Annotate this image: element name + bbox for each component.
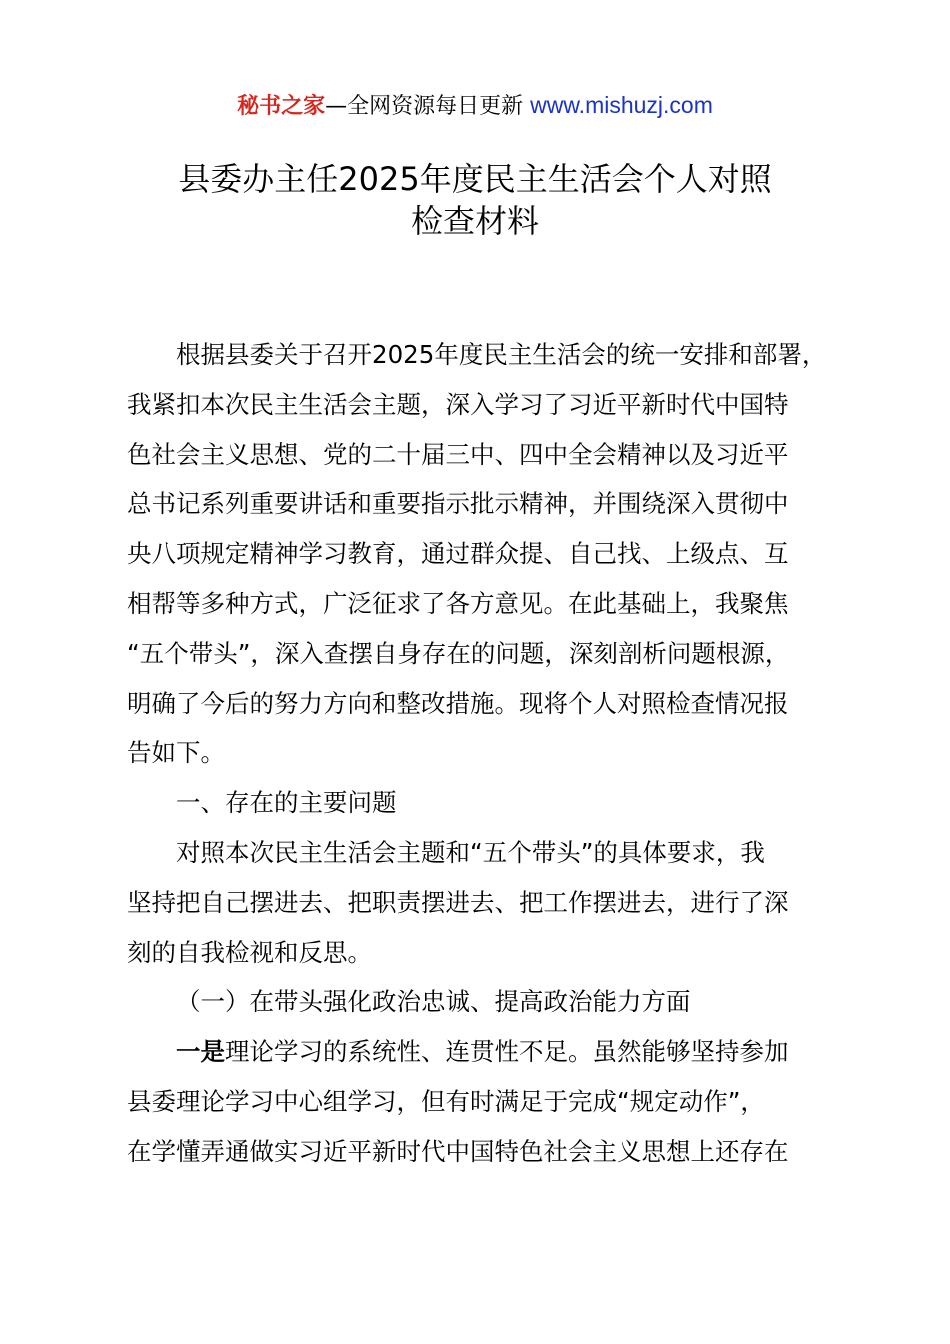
site-name: 秘书之家 xyxy=(237,94,326,119)
subsection-heading xyxy=(127,977,835,1027)
document-body xyxy=(127,330,835,1177)
text-line xyxy=(127,1027,835,1077)
text-line: 根据县委关于召开2025年度民主生活会的统一安排和部署， xyxy=(176,340,827,369)
text-line: 总书记系列重要讲话和重要指示批示精神，并围绕深入贯彻中 xyxy=(127,489,789,519)
text-line: 在学懂弄通做实习近平新时代中国特色社会主义思想上还存在 xyxy=(127,1136,789,1166)
text-line: 央八项规定精神学习教育，通过群众提、自己找、上级点、互 xyxy=(127,539,789,569)
title-line-2: 检查材料 xyxy=(410,202,539,240)
point-1-text: 理论学习的系统性、连贯性不足。虽然能够坚持参加 xyxy=(225,1037,789,1067)
text-line: 告如下。 xyxy=(127,738,225,768)
text-line: 明确了今后的努力方向和整改措施。现将个人对照检查情况报 xyxy=(127,688,789,718)
text-line: “五个带头”，深入查摆自身存在的问题，深刻剖析问题根源， xyxy=(127,638,790,668)
site-url-link[interactable]: www.mishuzj.com xyxy=(530,92,713,118)
text-line: 对照本次民主生活会主题和“五个带头”的具体要求，我 xyxy=(176,837,765,867)
text-line: 色社会主义思想、党的二十届三中、四中全会精神以及习近平 xyxy=(127,439,789,469)
text-line: 我紧扣本次民主生活会主题，深入学习了习近平新时代中国特 xyxy=(127,389,789,419)
site-tagline: —全网资源每日更新 xyxy=(325,94,524,119)
point-1-paragraph xyxy=(127,1027,835,1176)
intro-paragraph xyxy=(127,330,835,778)
section-1-heading: 一、存在的主要问题 xyxy=(176,788,397,818)
subsection-1-heading: （一）在带头强化政治忠诚、提高政治能力方面 xyxy=(176,987,691,1017)
section-1-paragraph xyxy=(127,828,835,977)
text-line: 刻的自我检视和反思。 xyxy=(127,937,372,967)
section-heading xyxy=(127,778,835,828)
title-line-1: 县委办主任2025年度民主生活会个人对照 xyxy=(178,160,772,198)
text-line: 坚持把自己摆进去、把职责摆进去、把工作摆进去，进行了深 xyxy=(127,887,789,917)
document-title xyxy=(90,158,860,242)
text-line: 县委理论学习中心组学习，但有时满足于完成“规定动作”， xyxy=(127,1086,765,1116)
text-line: 相帮等多种方式，广泛征求了各方意见。在此基础上，我聚焦 xyxy=(127,588,789,618)
site-header xyxy=(0,88,950,124)
point-1-lead: 一是 xyxy=(176,1037,225,1067)
